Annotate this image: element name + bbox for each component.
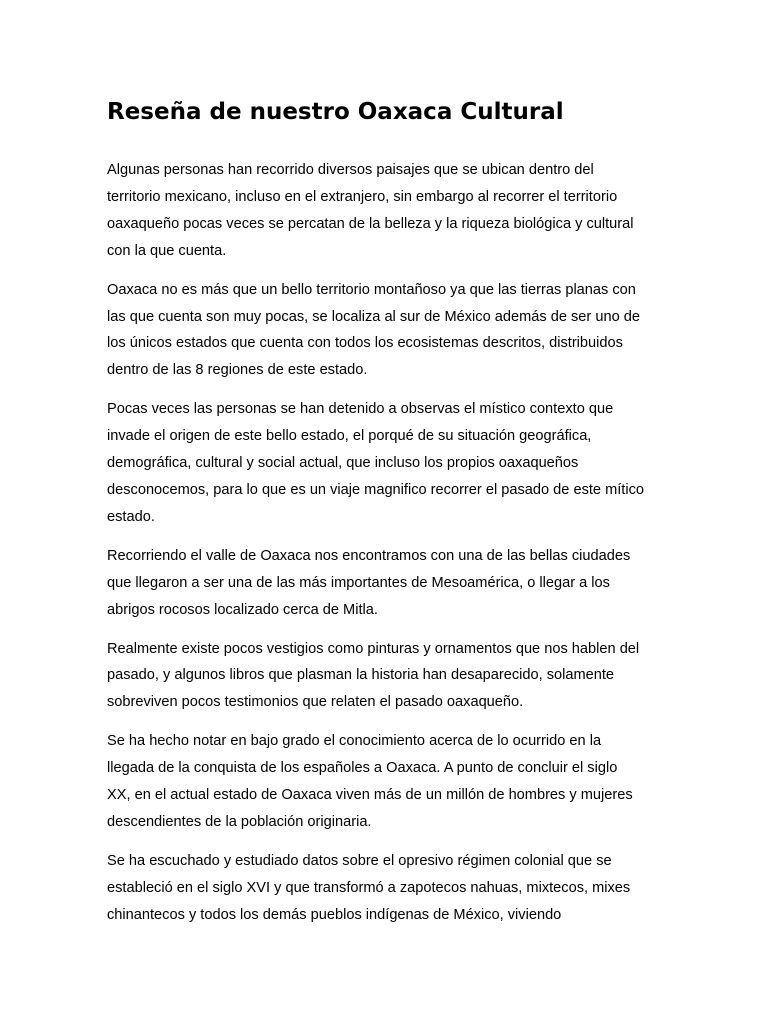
paragraph-line: pasado, y algunos libros que plasman la historia han desaparecido, solamente [107, 667, 615, 684]
paragraph [107, 157, 707, 265]
paragraph [107, 728, 707, 836]
page-title: Reseña de nuestro Oaxaca Cultural [107, 99, 564, 125]
paragraph [107, 636, 707, 717]
paragraph [107, 848, 707, 929]
paragraph-line: descendientes de la población originaria. [107, 813, 372, 830]
paragraph [107, 277, 707, 385]
paragraph-line: territorio mexicano, incluso en el extranjero, sin embargo al recorrer el territorio [107, 188, 618, 205]
paragraph-line: con la que cuenta. [107, 242, 227, 259]
paragraph-line: oaxaqueño pocas veces se percatan de la belleza y la riqueza biológica y cultural [107, 215, 634, 232]
paragraph-line: estableció en el siglo XVI y que transformó a zapotecos nahuas, mixtecos, mixes [107, 879, 631, 896]
paragraph-line: las que cuenta son muy pocas, se localiza al sur de México además de ser uno de [107, 308, 640, 325]
paragraph-line: que llegaron a ser una de las más importantes de Mesoamérica, o llegar a los [107, 574, 610, 591]
paragraph-line: Recorriendo el valle de Oaxaca nos encontramos con una de las bellas ciudades [107, 547, 631, 564]
paragraph-line: Se ha escuchado y estudiado datos sobre el opresivo régimen colonial que se [107, 852, 612, 869]
paragraph-line: abrigos rocosos localizado cerca de Mitla. [107, 601, 378, 618]
paragraph-line: chinantecos y todos los demás pueblos indígenas de México, viviendo [107, 906, 562, 923]
paragraph-line: Algunas personas han recorrido diversos paisajes que se ubican dentro del [107, 162, 594, 178]
paragraph-line: demográfica, cultural y social actual, que incluso los propios oaxaqueños [107, 455, 579, 472]
paragraph-line: sobreviven pocos testimonios que relaten el pasado oaxaqueño. [107, 694, 524, 711]
paragraph [107, 396, 707, 531]
paragraph-line: los únicos estados que cuenta con todos los ecosistemas descritos, distribuidos [107, 335, 623, 352]
paragraph-line: desconocemos, para lo que es un viaje magnifico recorrer el pasado de este mítico [107, 481, 645, 498]
paragraph [107, 543, 707, 624]
paragraph-line: estado. [107, 508, 155, 525]
paragraph-line: dentro de las 8 regiones de este estado. [107, 362, 368, 379]
paragraph-line: XX, en el actual estado de Oaxaca viven más de un millón de hombres y mujeres [107, 787, 633, 804]
paragraph-line: llegada de la conquista de los españoles a Oaxaca. A punto de concluir el siglo [107, 760, 618, 777]
document-body [107, 157, 707, 941]
paragraph-line: Pocas veces las personas se han detenido a observas el místico contexto que [107, 401, 614, 418]
paragraph-line: Realmente existe pocos vestigios como pinturas y ornamentos que nos hablen del [107, 640, 640, 657]
paragraph-line: Se ha hecho notar en bajo grado el conocimiento acerca de lo ocurrido en la [107, 733, 602, 750]
paragraph-line: invade el origen de este bello estado, el porqué de su situación geográfica, [107, 428, 592, 445]
paragraph-line: Oaxaca no es más que un bello territorio montañoso ya que las tierras planas con [107, 281, 636, 298]
